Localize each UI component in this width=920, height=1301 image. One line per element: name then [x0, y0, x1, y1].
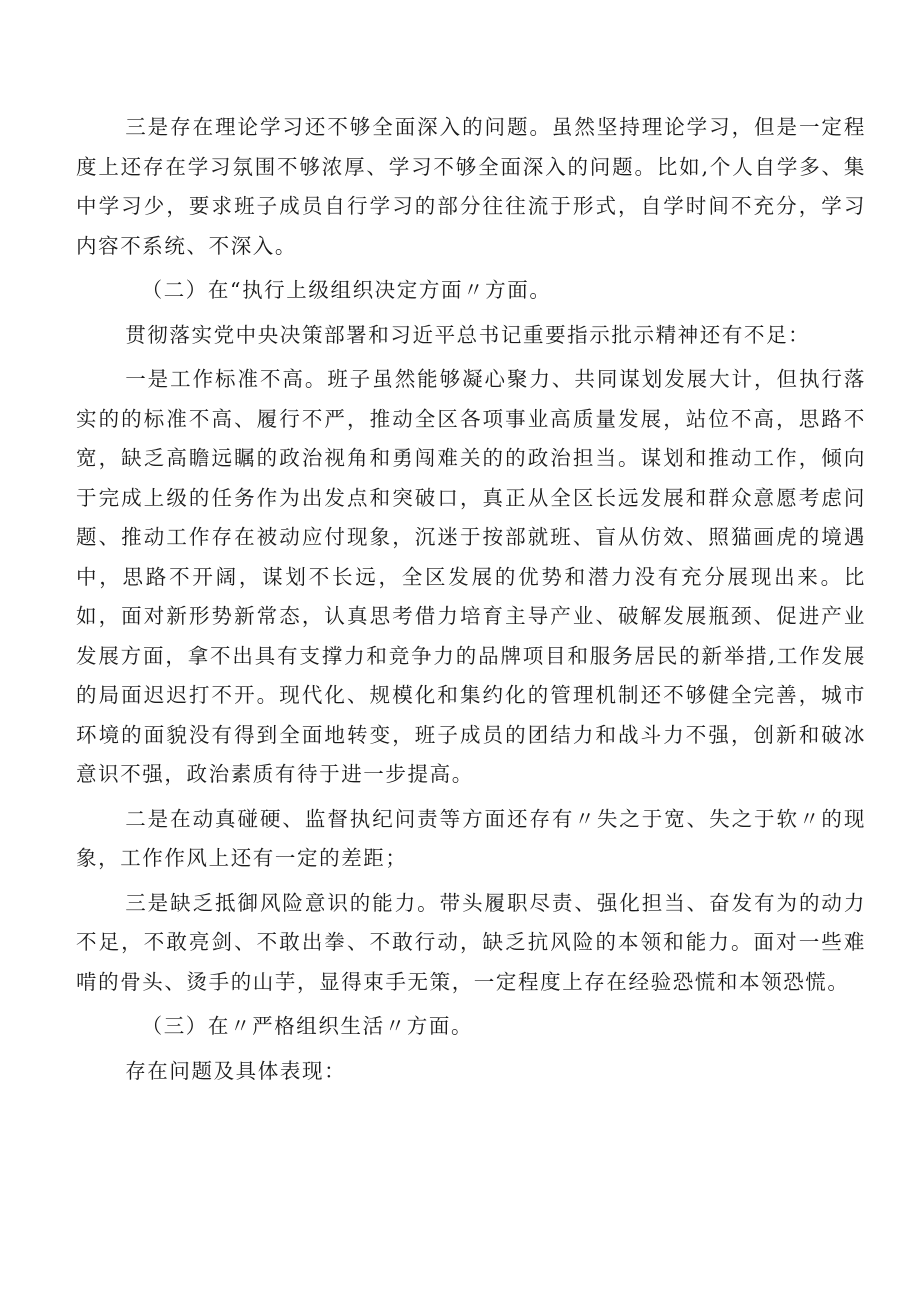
- document-body: [76, 108, 866, 1096]
- paragraph-discipline: 二是在动真碰硬、监督执纪问责等方面还存有〃失之于宽、失之于软〃的现象，工作作风上还有一定的差距；: [76, 806, 866, 870]
- paragraph-work-standards: 一是工作标准不高。班子虽然能够凝心聚力、共同谋划发展大计，但执行落实的的标准不高、履行不严，推动全区各项事业高质量发展，站位不高，思路不宽，缺乏高瞻远瞩的政治视角和勇闯难关的的政治担当。谋划和推动工作，倾向于完成上级的任务作为出发点和突破口，真正从全区长远发展和群众意愿考虑问题、推动工作存在被动应付现象，沉迷于按部就班、盲从仿效、照猫画虎的境遇中，思路不开阔，谋划不长远，全区发展的优势和潜力没有充分展现出来。比如，面对新形势新常态，认真思考借力培育主导产业、破解发展瓶颈、促进产业发展方面，拿不出具有支撑力和竞争力的品牌项目和服务居民的新举措,工作发展的局面迟迟打不开。现代化、规模化和集约化的管理机制还不够健全完善，城市环境的面貌没有得到全面地转变，班子成员的团结力和战斗力不强，创新和破冰意识不强，政治素质有待于进一步提高。: [76, 367, 866, 786]
- paragraph-implementation-intro: 贯彻落实党中央决策部署和习近平总书记重要指示批示精神还有不足：: [125, 322, 811, 347]
- section-heading-2: （二）在“执行上级组织决定方面〃方面。: [141, 278, 552, 302]
- paragraph-theory-study: 三是存在理论学习还不够全面深入的问题。虽然坚持理论学习，但是一定程度上还存在学习氛围不够浓厚、学习不够全面深入的问题。比如,个人自学多、集中学习少，要求班子成员自行学习的部分往往流于形式，自学时间不充分，学习内容不系统、不深入。: [76, 115, 866, 258]
- section-heading-3: （三）在〃严格组织生活〃方面。: [141, 1014, 474, 1038]
- paragraph-problems-intro: 存在问题及具体表现：: [125, 1058, 347, 1083]
- paragraph-risk-awareness: 三是缺乏抵御风险意识的能力。带头履职尽责、强化担当、奋发有为的动力不足，不敢亮剑、不敢出拳、不敢行动，缺乏抗风险的本领和能力。面对一些难啃的骨头、烫手的山芋，显得束手无策，一定程度上存在经验恐慌和本领恐慌。: [76, 890, 866, 994]
